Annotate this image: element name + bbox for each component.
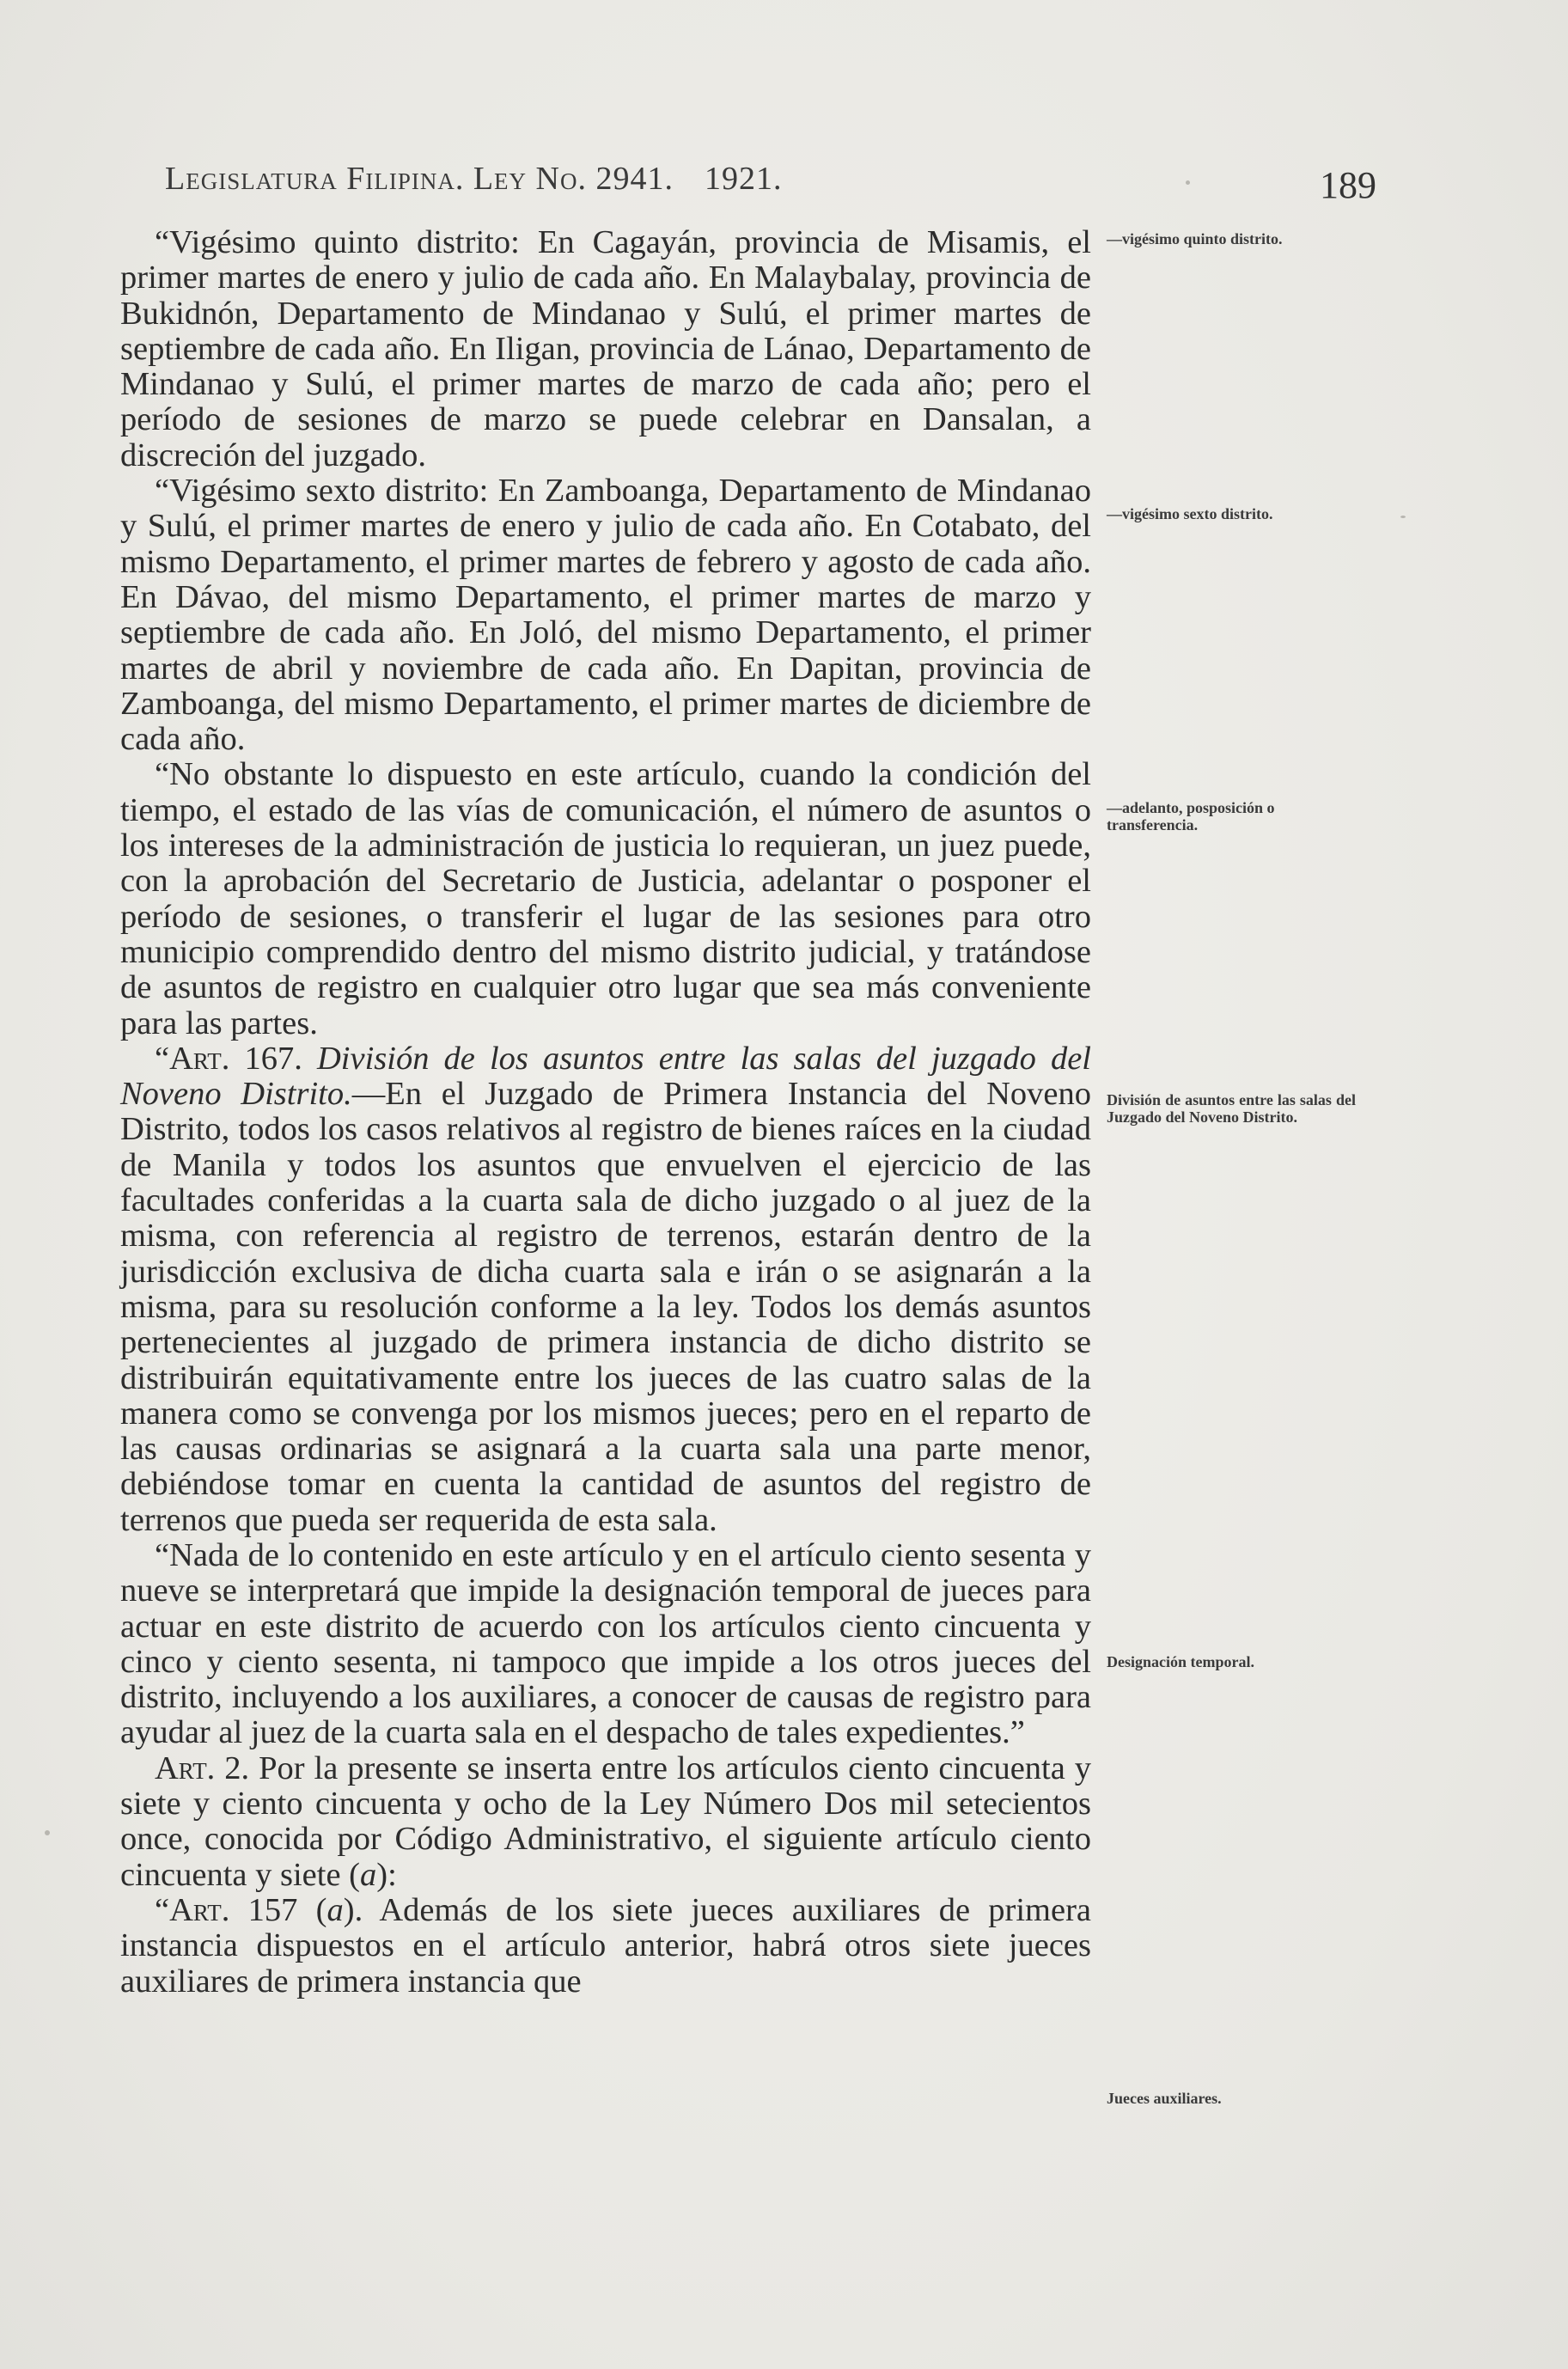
- art-157a-label: Art. 157: [169, 1891, 298, 1928]
- art-157a-lead: “: [155, 1891, 170, 1928]
- paragraph-art-2: [120, 1751, 1091, 1893]
- side-note-vigesimo-quinto: —vigésimo quinto distrito.: [1107, 230, 1283, 247]
- paragraph-art-157a: [120, 1893, 1091, 2000]
- art-2-italic: a: [360, 1856, 377, 1893]
- print-speck: [1186, 180, 1190, 185]
- art-2-text: Por la presente se inserta entre los artículos ciento cincuenta y siete y ciento cincuenta y ocho de la Ley Número Dos mil setecientos once, conocida por Código Administrativo, el siguiente artículo ciento cincuenta y siete (: [120, 1749, 1092, 1893]
- page-number: 189: [1320, 164, 1376, 206]
- paragraph-no-obstante: “No obstante lo dispuesto en este artículo, cuando la condición del tiempo, el estado de las vías de comunicación, el número de asuntos o los intereses de la administración de justicia lo requieran, un juez puede, con la aprobación del Secretario de Justicia, adelantar o posponer el período de sesiones, o transferir el lugar de las sesiones para otro municipio comprendido dentro del mismo distrito judicial, y tratándose de asuntos de registro en cualquier otro lugar que sea más conveniente para las partes.: [120, 756, 1091, 1041]
- art-167-label: Art. 167.: [169, 1040, 302, 1077]
- side-note-adelanto: —adelanto, posposición o transferencia.: [1107, 799, 1275, 833]
- side-note-division: División de asuntos entre las salas del Juzgado del Noveno Distrito.: [1107, 1091, 1356, 1126]
- side-note-jueces: Jueces auxiliares.: [1107, 2090, 1222, 2107]
- art-157a-text: (: [297, 1891, 327, 1928]
- side-note-vigesimo-sexto: —vigésimo sexto distrito.: [1107, 505, 1273, 522]
- running-head-year: 1921.: [704, 161, 783, 197]
- paragraph-vigesimo-quinto: “Vigésimo quinto distrito: En Cagayán, provincia de Misamis, el primer martes de enero y julio de cada año. En Malaybalay, provincia de Bukidnón, Departamento de Mindanao y Sulú, el primer martes de septiembre de cada año. En Iligan, provincia de Lánao, Departamento de Mindanao y Sulú, el primer martes de marzo de cada año; pero el período de sesiones de marzo se puede celebrar en Dansalan, a discreción del juzgado.: [120, 224, 1091, 473]
- art-167-title: División de los asuntos entre las salas del juzgado del Noveno Distrito.: [120, 1040, 1092, 1113]
- paragraph-art-167: [120, 1041, 1091, 1538]
- art-157a-italic: a: [326, 1891, 344, 1928]
- side-note-designacion: Designación temporal.: [1107, 1653, 1254, 1670]
- print-speck: [1400, 516, 1406, 518]
- art-2-tail: ):: [376, 1856, 397, 1893]
- body-text: [120, 225, 1091, 2000]
- print-speck: [45, 1830, 50, 1835]
- art-2-label: Art. 2.: [155, 1749, 250, 1786]
- running-head: [165, 160, 1101, 198]
- art-157a-tail: ). Además de los siete jueces auxiliares de primera instancia dispuestos en el artículo anterior, habrá otros siete jueces auxiliares de primera instancia que: [120, 1891, 1091, 2000]
- art-167-text: —En el Juzgado de Primera Instancia del Noveno Distrito, todos los casos relativos al registro de bienes raíces en la ciudad de Manila y todos los asuntos que envuelven el ejercicio de las facultades conferidas a la cuarta sala de dicho juzgado o al juez de la misma, con referencia al registro de terrenos, estarán dentro de la jurisdicción exclusiva de dicha cuarta sala e irán o se asignarán a la misma, para su resolución conforme a la ley. Todos los demás asuntos pertenecientes al juzgado de primera instancia de dicho distrito se distribuirán equitativamente entre los jueces de las cuatro salas de la manera como se convenga por los mismos jueces; pero en el reparto de las causas ordinarias se asignará a la cuarta sala una parte menor, debiéndose tomar en cuenta la cantidad de asuntos del registro de terrenos que pueda ser requerida de esta sala.: [120, 1076, 1091, 1538]
- paragraph-nada: “Nada de lo contenido en este artículo y en el artículo ciento sesenta y nueve se interpretará que impide la designación temporal de jueces para actuar en este distrito de acuerdo con los artículos ciento cincuenta y cinco y ciento sesenta, ni tampoco que impide a los otros jueces del distrito, incluyendo a los auxiliares, a conocer de causas de registro para ayudar al juez de la cuarta sala en el despacho de tales expedientes.”: [120, 1536, 1091, 1751]
- paragraph-vigesimo-sexto: “Vigésimo sexto distrito: En Zamboanga, Departamento de Mindanao y Sulú, el primer martes de enero y julio de cada año. En Cotabato, del mismo Departamento, el primer martes de febrero y agosto de cada año. En Dávao, del mismo Departamento, el primer martes de marzo y septiembre de cada año. En Joló, del mismo Departamento, el primer martes de abril y noviembre de cada año. En Dapitan, provincia de Zamboanga, del mismo Departamento, el primer martes de diciembre de cada año.: [120, 473, 1091, 758]
- running-head-title: Legislatura Filipina. Ley No. 2941.: [165, 161, 674, 197]
- art-167-lead: “: [155, 1040, 170, 1077]
